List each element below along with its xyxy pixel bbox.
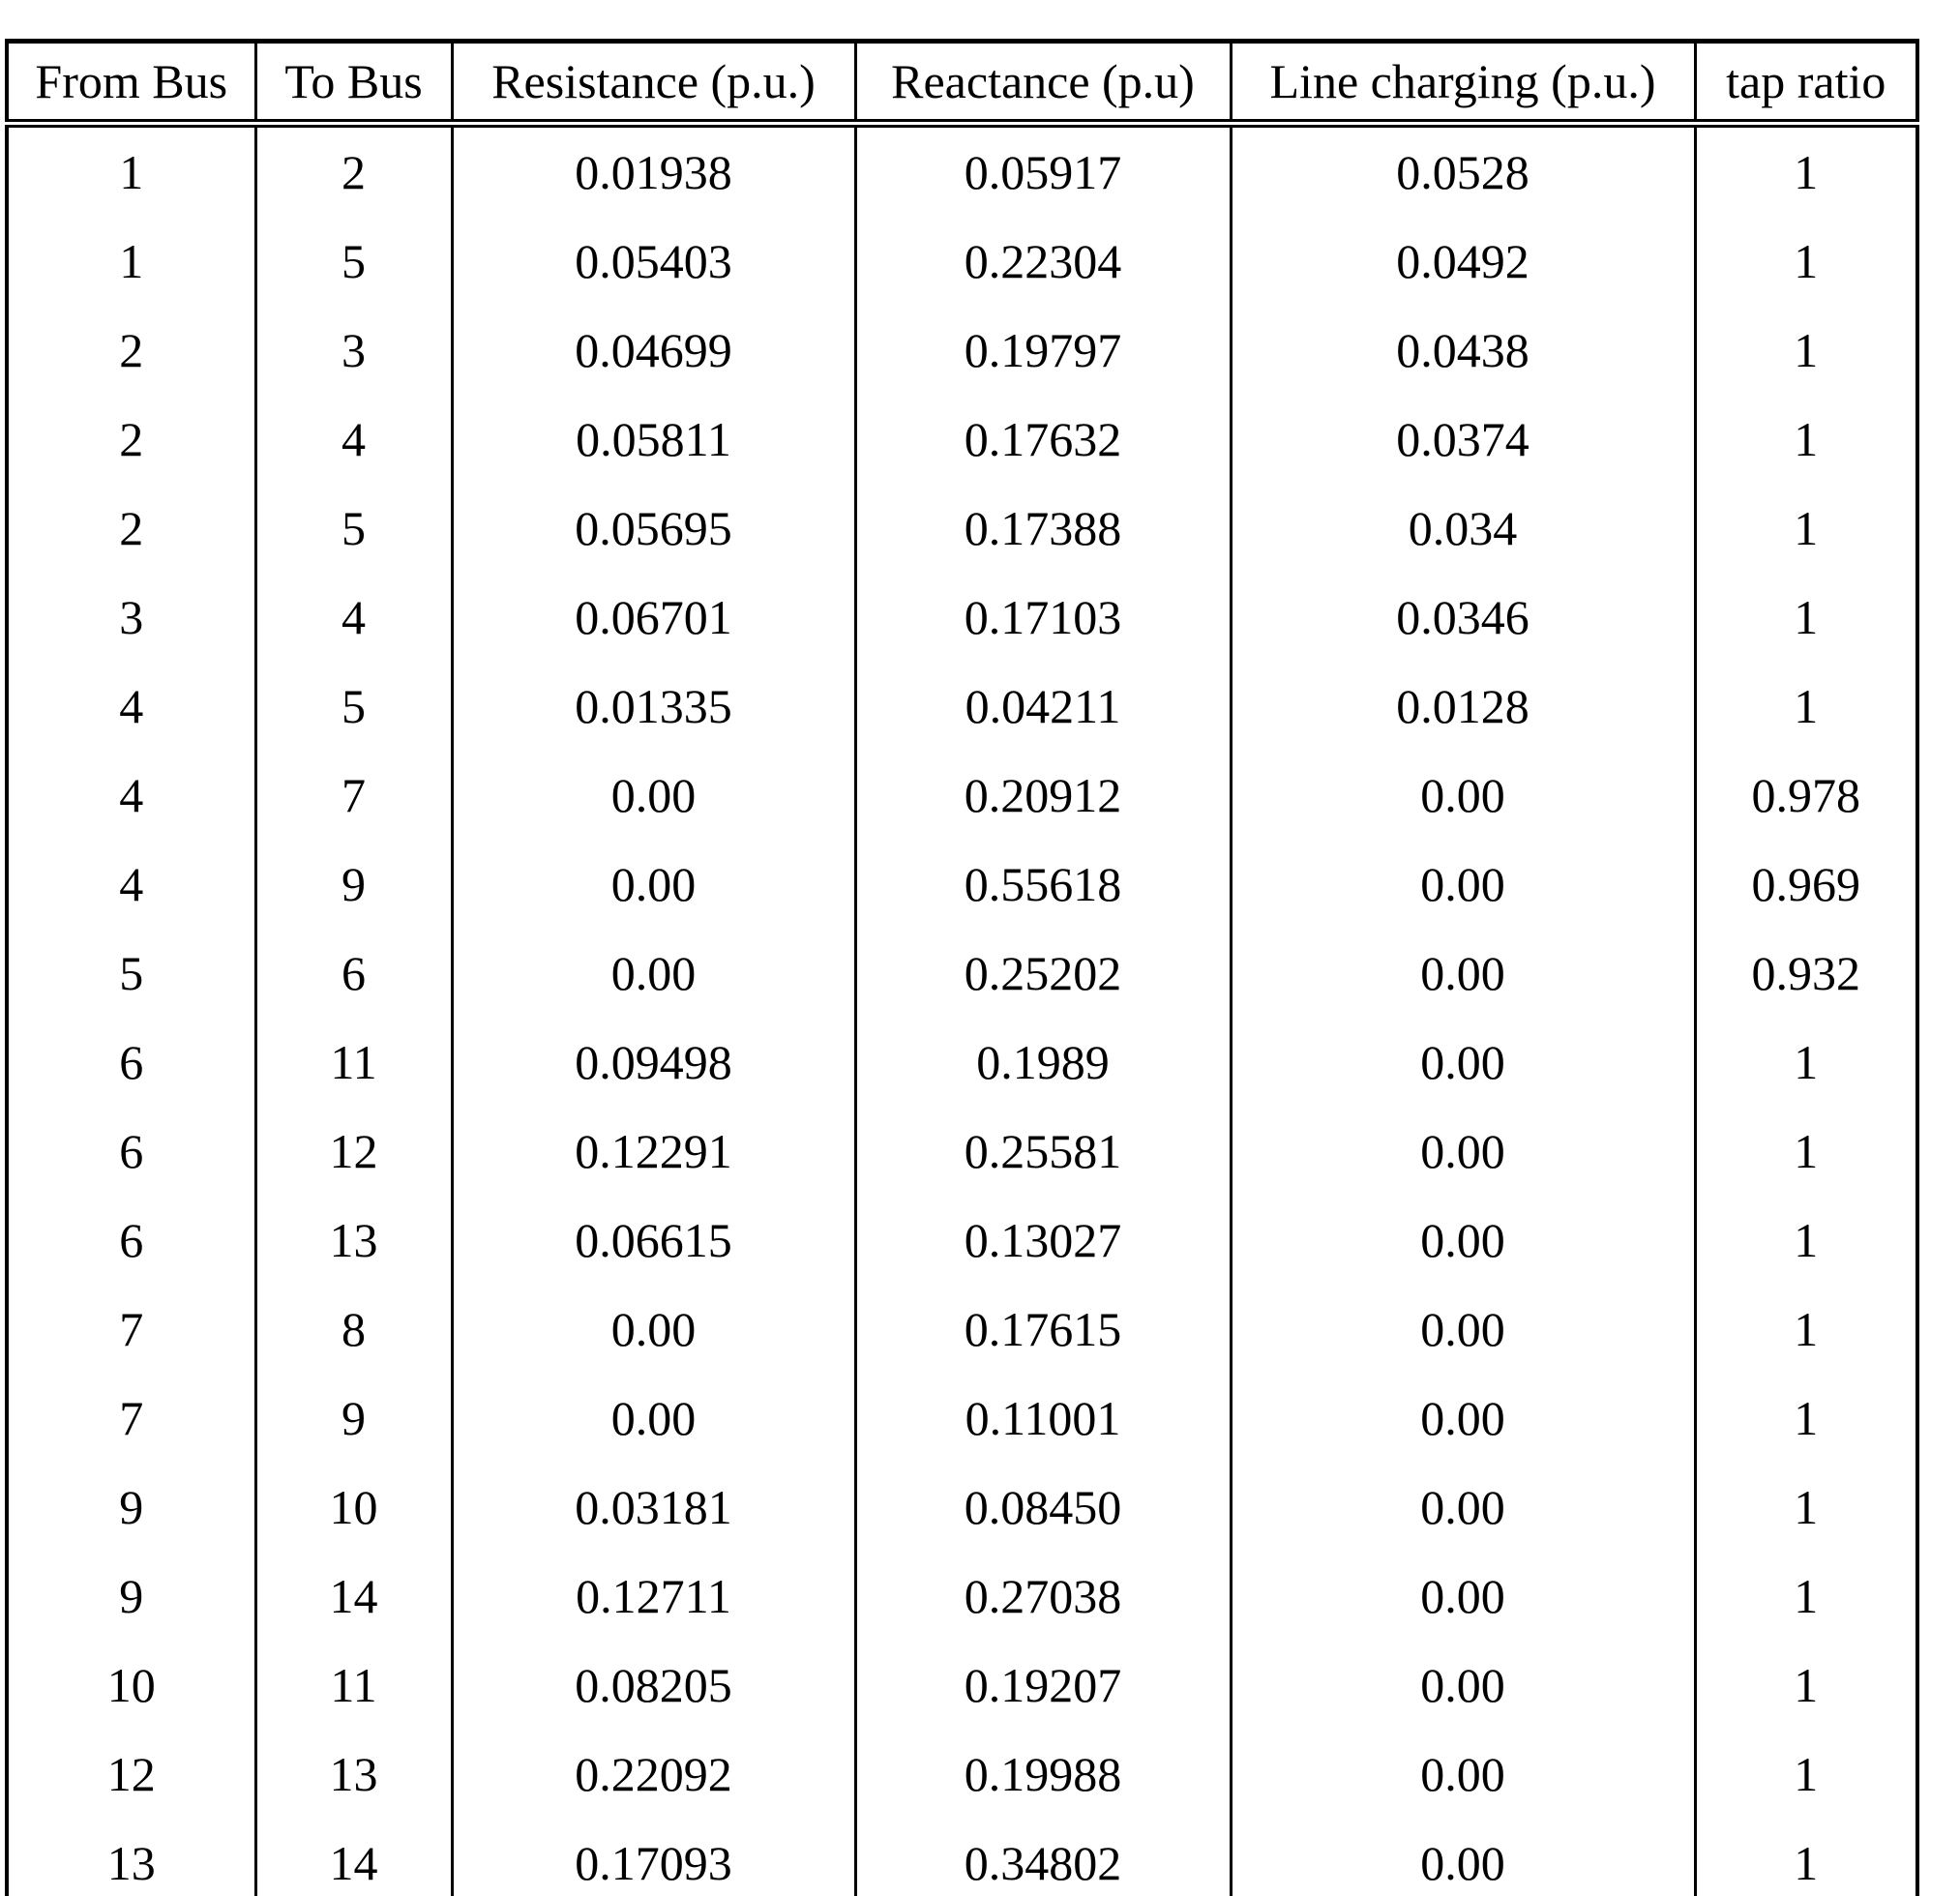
- cell-tap-ratio: 1: [1695, 1552, 1917, 1641]
- table-row: [7, 1641, 1917, 1730]
- cell-tap-ratio: 1: [1695, 1018, 1917, 1107]
- cell-resistance: 0.08205: [452, 1641, 855, 1730]
- cell-line-charging: 0.00: [1231, 1374, 1695, 1463]
- column-header-to-bus: To Bus: [255, 42, 452, 124]
- cell-from-bus: 2: [7, 395, 255, 484]
- cell-reactance: 0.1989: [855, 1018, 1231, 1107]
- cell-reactance: 0.17103: [855, 573, 1231, 662]
- table-row: [7, 662, 1917, 751]
- cell-resistance: 0.00: [452, 1285, 855, 1374]
- cell-from-bus: 13: [7, 1819, 255, 1896]
- cell-tap-ratio: 0.932: [1695, 929, 1917, 1018]
- line-data-table: [5, 39, 1919, 1896]
- cell-line-charging: 0.0438: [1231, 306, 1695, 395]
- cell-tap-ratio: 1: [1695, 1107, 1917, 1196]
- cell-line-charging: 0.00: [1231, 1730, 1695, 1819]
- cell-line-charging: 0.0492: [1231, 217, 1695, 306]
- cell-tap-ratio: 1: [1695, 395, 1917, 484]
- cell-reactance: 0.19988: [855, 1730, 1231, 1819]
- table-row: [7, 217, 1917, 306]
- table-row: [7, 1374, 1917, 1463]
- cell-from-bus: 7: [7, 1374, 255, 1463]
- cell-line-charging: 0.00: [1231, 1107, 1695, 1196]
- cell-tap-ratio: 1: [1695, 1730, 1917, 1819]
- cell-reactance: 0.13027: [855, 1196, 1231, 1285]
- cell-from-bus: 2: [7, 306, 255, 395]
- cell-resistance: 0.01335: [452, 662, 855, 751]
- cell-line-charging: 0.00: [1231, 1641, 1695, 1730]
- cell-to-bus: 13: [255, 1730, 452, 1819]
- cell-reactance: 0.05917: [855, 124, 1231, 218]
- cell-resistance: 0.22092: [452, 1730, 855, 1819]
- cell-from-bus: 4: [7, 751, 255, 840]
- cell-line-charging: 0.00: [1231, 1819, 1695, 1896]
- column-header-tap-ratio: tap ratio: [1695, 42, 1917, 124]
- cell-line-charging: 0.00: [1231, 929, 1695, 1018]
- cell-reactance: 0.25581: [855, 1107, 1231, 1196]
- cell-reactance: 0.04211: [855, 662, 1231, 751]
- cell-tap-ratio: 1: [1695, 573, 1917, 662]
- table-row: [7, 1730, 1917, 1819]
- cell-tap-ratio: 1: [1695, 1463, 1917, 1552]
- cell-to-bus: 7: [255, 751, 452, 840]
- cell-from-bus: 12: [7, 1730, 255, 1819]
- cell-resistance: 0.00: [452, 929, 855, 1018]
- cell-to-bus: 4: [255, 573, 452, 662]
- cell-to-bus: 4: [255, 395, 452, 484]
- table-row: [7, 395, 1917, 484]
- cell-tap-ratio: 1: [1695, 1374, 1917, 1463]
- cell-from-bus: 6: [7, 1107, 255, 1196]
- cell-resistance: 0.05695: [452, 484, 855, 573]
- cell-resistance: 0.06615: [452, 1196, 855, 1285]
- cell-resistance: 0.09498: [452, 1018, 855, 1107]
- cell-resistance: 0.00: [452, 840, 855, 929]
- table-row: [7, 484, 1917, 573]
- cell-reactance: 0.25202: [855, 929, 1231, 1018]
- cell-reactance: 0.17615: [855, 1285, 1231, 1374]
- column-header-from-bus: From Bus: [7, 42, 255, 124]
- cell-tap-ratio: 0.969: [1695, 840, 1917, 929]
- table-row: [7, 1285, 1917, 1374]
- cell-reactance: 0.27038: [855, 1552, 1231, 1641]
- cell-resistance: 0.05403: [452, 217, 855, 306]
- cell-resistance: 0.00: [452, 1374, 855, 1463]
- cell-tap-ratio: 1: [1695, 1819, 1917, 1896]
- cell-from-bus: 9: [7, 1463, 255, 1552]
- cell-reactance: 0.11001: [855, 1374, 1231, 1463]
- cell-to-bus: 12: [255, 1107, 452, 1196]
- table-row: [7, 1552, 1917, 1641]
- cell-line-charging: 0.0528: [1231, 124, 1695, 218]
- cell-to-bus: 6: [255, 929, 452, 1018]
- cell-from-bus: 1: [7, 124, 255, 218]
- cell-from-bus: 6: [7, 1196, 255, 1285]
- cell-reactance: 0.22304: [855, 217, 1231, 306]
- cell-to-bus: 10: [255, 1463, 452, 1552]
- cell-line-charging: 0.00: [1231, 1196, 1695, 1285]
- cell-resistance: 0.05811: [452, 395, 855, 484]
- cell-from-bus: 7: [7, 1285, 255, 1374]
- cell-to-bus: 5: [255, 217, 452, 306]
- cell-reactance: 0.19797: [855, 306, 1231, 395]
- cell-line-charging: 0.00: [1231, 751, 1695, 840]
- table-row: [7, 1819, 1917, 1896]
- cell-line-charging: 0.0346: [1231, 573, 1695, 662]
- table-row: [7, 573, 1917, 662]
- table-row: [7, 306, 1917, 395]
- cell-from-bus: 3: [7, 573, 255, 662]
- cell-reactance: 0.55618: [855, 840, 1231, 929]
- header-row: [7, 42, 1917, 124]
- cell-tap-ratio: 1: [1695, 124, 1917, 218]
- cell-from-bus: 5: [7, 929, 255, 1018]
- cell-line-charging: 0.00: [1231, 840, 1695, 929]
- table-row: [7, 840, 1917, 929]
- cell-tap-ratio: 1: [1695, 662, 1917, 751]
- cell-from-bus: 2: [7, 484, 255, 573]
- cell-line-charging: 0.00: [1231, 1552, 1695, 1641]
- table-body: [7, 124, 1917, 1896]
- cell-to-bus: 5: [255, 484, 452, 573]
- cell-from-bus: 10: [7, 1641, 255, 1730]
- table-row: [7, 124, 1917, 218]
- cell-reactance: 0.08450: [855, 1463, 1231, 1552]
- cell-reactance: 0.17632: [855, 395, 1231, 484]
- cell-to-bus: 14: [255, 1552, 452, 1641]
- cell-to-bus: 11: [255, 1018, 452, 1107]
- cell-resistance: 0.04699: [452, 306, 855, 395]
- cell-resistance: 0.17093: [452, 1819, 855, 1896]
- cell-reactance: 0.17388: [855, 484, 1231, 573]
- cell-to-bus: 13: [255, 1196, 452, 1285]
- cell-to-bus: 2: [255, 124, 452, 218]
- cell-tap-ratio: 1: [1695, 1196, 1917, 1285]
- cell-line-charging: 0.00: [1231, 1018, 1695, 1107]
- cell-to-bus: 14: [255, 1819, 452, 1896]
- cell-to-bus: 3: [255, 306, 452, 395]
- cell-tap-ratio: 0.978: [1695, 751, 1917, 840]
- table-row: [7, 1018, 1917, 1107]
- table-row: [7, 751, 1917, 840]
- cell-line-charging: 0.00: [1231, 1463, 1695, 1552]
- cell-resistance: 0.00: [452, 751, 855, 840]
- cell-line-charging: 0.00: [1231, 1285, 1695, 1374]
- column-header-line-charging: Line charging (p.u.): [1231, 42, 1695, 124]
- column-header-reactance: Reactance (p.u): [855, 42, 1231, 124]
- cell-line-charging: 0.034: [1231, 484, 1695, 573]
- cell-tap-ratio: 1: [1695, 1285, 1917, 1374]
- table-header: [7, 42, 1917, 124]
- cell-tap-ratio: 1: [1695, 217, 1917, 306]
- cell-to-bus: 8: [255, 1285, 452, 1374]
- cell-tap-ratio: 1: [1695, 306, 1917, 395]
- cell-from-bus: 1: [7, 217, 255, 306]
- cell-tap-ratio: 1: [1695, 1641, 1917, 1730]
- cell-line-charging: 0.0374: [1231, 395, 1695, 484]
- cell-reactance: 0.20912: [855, 751, 1231, 840]
- cell-to-bus: 9: [255, 1374, 452, 1463]
- cell-resistance: 0.12291: [452, 1107, 855, 1196]
- cell-reactance: 0.34802: [855, 1819, 1231, 1896]
- table-row: [7, 929, 1917, 1018]
- cell-line-charging: 0.0128: [1231, 662, 1695, 751]
- cell-resistance: 0.12711: [452, 1552, 855, 1641]
- cell-from-bus: 6: [7, 1018, 255, 1107]
- cell-from-bus: 4: [7, 840, 255, 929]
- table-row: [7, 1463, 1917, 1552]
- cell-to-bus: 9: [255, 840, 452, 929]
- cell-resistance: 0.03181: [452, 1463, 855, 1552]
- table-row: [7, 1107, 1917, 1196]
- cell-to-bus: 11: [255, 1641, 452, 1730]
- cell-from-bus: 4: [7, 662, 255, 751]
- cell-resistance: 0.01938: [452, 124, 855, 218]
- cell-tap-ratio: 1: [1695, 484, 1917, 573]
- table-row: [7, 1196, 1917, 1285]
- cell-resistance: 0.06701: [452, 573, 855, 662]
- cell-reactance: 0.19207: [855, 1641, 1231, 1730]
- cell-to-bus: 5: [255, 662, 452, 751]
- column-header-resistance: Resistance (p.u.): [452, 42, 855, 124]
- cell-from-bus: 9: [7, 1552, 255, 1641]
